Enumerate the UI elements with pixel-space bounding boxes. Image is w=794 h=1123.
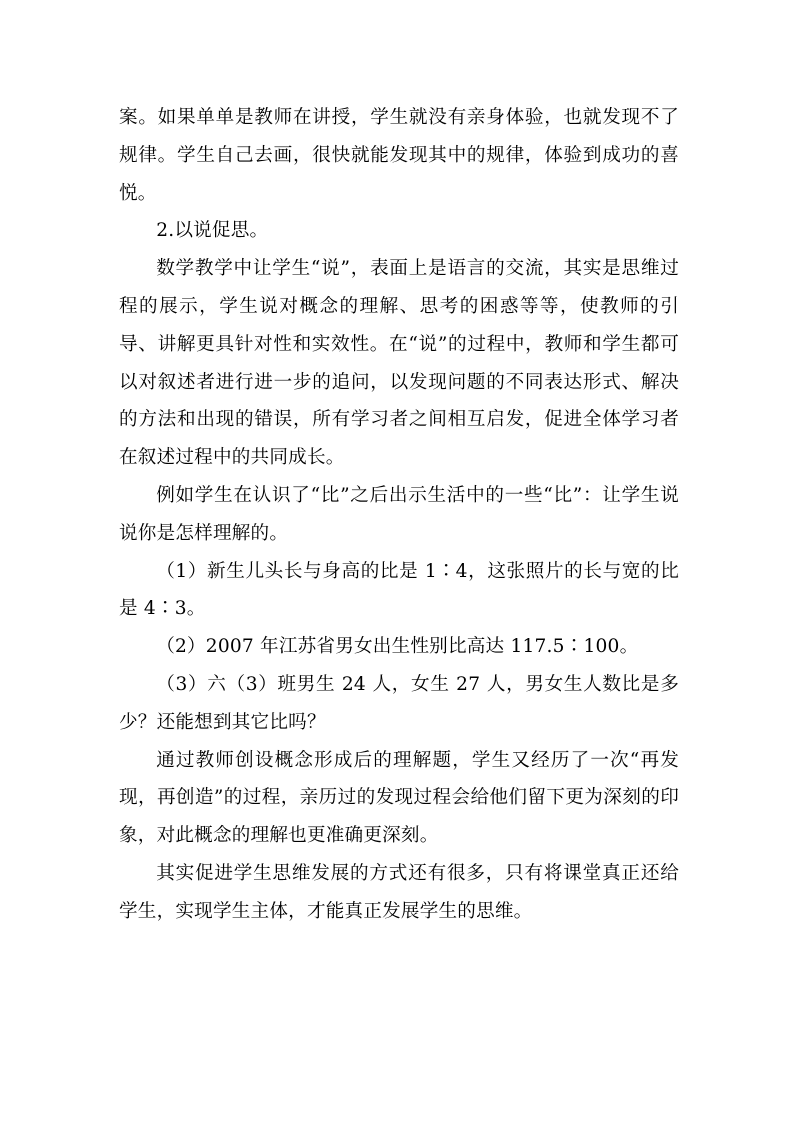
example-item-1: （1）新生儿头长与身高的比是 1∶4，这张照片的长与宽的比是 4∶3。 [119, 560, 679, 620]
paragraph-continuation: 案。如果单单是教师在讲授，学生就没有亲身体验，也就发现不了规律。学生自己去画，很快就能发现其中的规律，体验到成功的喜悦。 [119, 107, 679, 204]
paragraph-conclusion: 其实促进学生思维发展的方式还有很多，只有将课堂真正还给学生，实现学生主体，才能真正发展学生的思维。 [119, 862, 679, 922]
paragraph-reflection: 通过教师创设概念形成后的理解题，学生又经历了一次“再发现，再创造”的过程，亲历过的发现过程会给他们留下更为深刻的印象，对此概念的理解也更准确更深刻。 [119, 749, 679, 847]
paragraph-speaking: 数学教学中让学生“说”，表面上是语言的交流，其实是思维过程的展示，学生说对概念的理解、思考的困惑等等，使教师的引导、讲解更具针对性和实效性。在“说”的过程中，教师和学生都可以对叙述者进行进一步的追问，以发现问题的不同表达形式、解决的方法和出现的错误，所有学习者之间相互启发，促进全体学习者在叙述过程中的共同成长。 [119, 258, 679, 469]
example-item-2: （2）2007 年江苏省男女出生性别比高达 117.5∶100。 [156, 636, 639, 658]
paragraph-example-intro: 例如学生在认识了“比”之后出示生活中的一些“比”：让学生说说你是怎样理解的。 [119, 484, 679, 544]
section-heading: 2.以说促思。 [156, 220, 269, 242]
example-item-3: （3）六（3）班男生 24 人，女生 27 人，男女生人数比是多少？还能想到其它比吗？ [119, 673, 679, 733]
document-body [119, 99, 679, 931]
